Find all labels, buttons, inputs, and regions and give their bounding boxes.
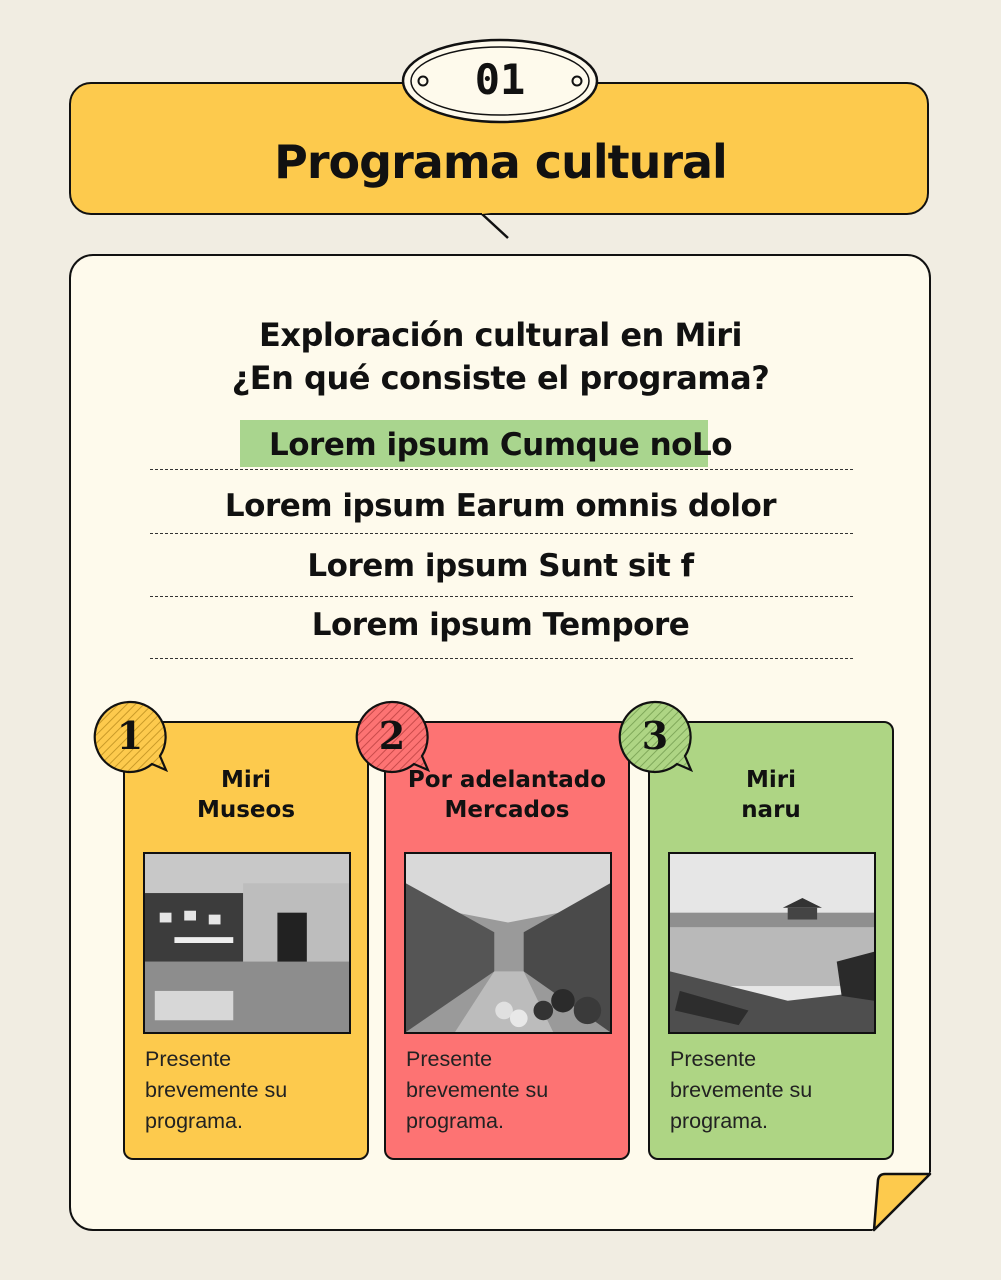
program-title-line: Miri [221,767,271,793]
program-number: 3 [641,713,669,758]
divider [150,469,853,470]
divider [150,596,853,597]
lake-photo [668,852,876,1034]
program-title-line: naru [741,797,801,823]
divider [150,533,853,534]
intro-heading: Exploración cultural en Miri [258,316,743,354]
program-title-line: Por adelantado [407,767,607,793]
program-number: 1 [116,713,144,758]
program-number: 2 [378,713,406,758]
list-item-1: Lorem ipsum Cumque noLo [268,427,732,463]
museum-photo [143,852,351,1034]
program-title-line: Miri [746,767,796,793]
market-photo [404,852,612,1034]
list-item-3: Lorem ipsum Sunt sit f [307,548,694,584]
divider [150,658,853,659]
program-title-line: Museos [196,797,296,823]
program-description: Presente brevemente su programa. [406,1047,549,1133]
list-item-2: Lorem ipsum Earum omnis dolor [224,488,777,524]
badge-number: 01 [474,55,526,104]
program-title-line: Mercados [444,797,570,823]
list-item-4: Lorem ipsum Tempore [311,607,690,643]
header-pointer [480,212,510,242]
intro-question: ¿En qué consiste el programa? [231,359,770,397]
page-title: Programa cultural [274,135,727,189]
program-description: Presente brevemente su programa. [145,1047,288,1133]
folded-corner [870,1170,933,1233]
program-description: Presente brevemente su programa. [670,1047,813,1133]
